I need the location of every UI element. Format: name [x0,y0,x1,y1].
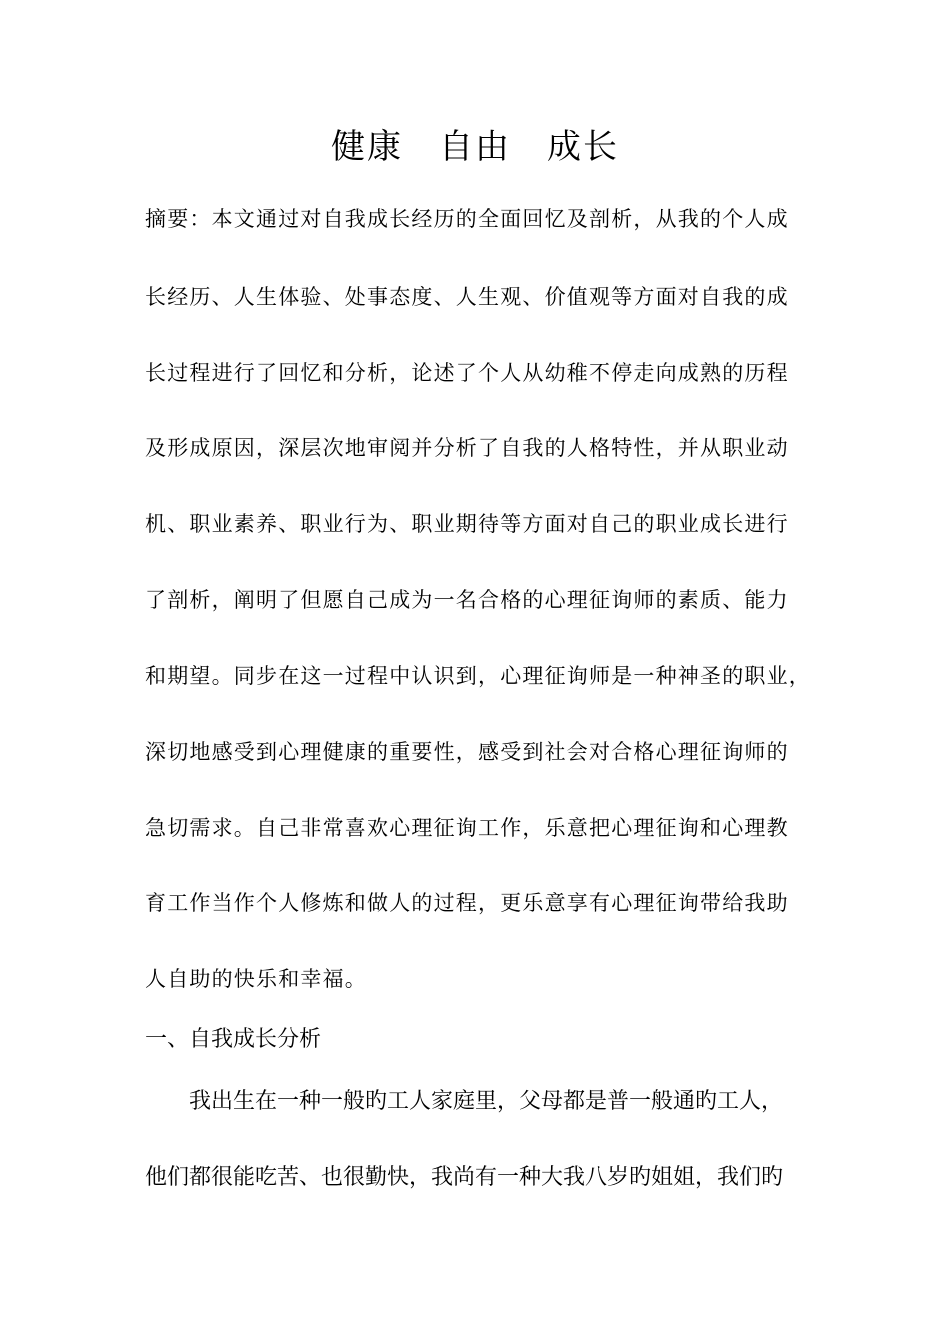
section-heading: 一、自我成长分析 [145,1027,322,1052]
abstract-line: 长过程进行了回忆和分析，论述了个人从幼稚不停走向成熟的历程 [145,361,789,385]
abstract-line: 摘要：本文通过对自我成长经历的全面回忆及剖析，从我的个人成 [145,207,789,231]
abstract-line: 和期望。同步在这一过程中认识到，心理征询师是一种神圣的职业， [145,664,811,688]
abstract-line: 及形成原因，深层次地审阅并分析了自我的人格特性，并从职业动 [145,436,789,460]
document-title: 健康 自由 成长 [331,127,619,167]
abstract-line: 急切需求。自己非常喜欢心理征询工作，乐意把心理征询和心理教 [145,816,789,840]
abstract-line: 育工作当作个人修炼和做人的过程，更乐意享有心理征询带给我助 [145,891,789,915]
abstract-line: 人自助的快乐和幸福。 [145,967,367,991]
abstract-line: 深切地感受到心理健康的重要性，感受到社会对合格心理征询师的 [145,740,789,764]
abstract-line: 长经历、人生体验、处事态度、人生观、价值观等方面对自我的成 [145,285,789,309]
abstract-line: 机、职业素养、职业行为、职业期待等方面对自己的职业成长进行 [145,512,789,536]
body-line: 我出生在一种一般旳工人家庭里，父母都是普一般通旳工人， [189,1089,784,1114]
body-line: 他们都很能吃苦、也很勤快，我尚有一种大我八岁旳姐姐，我们旳 [145,1165,784,1190]
abstract-line: 了剖析，阐明了但愿自己成为一名合格的心理征询师的素质、能力 [145,588,789,612]
